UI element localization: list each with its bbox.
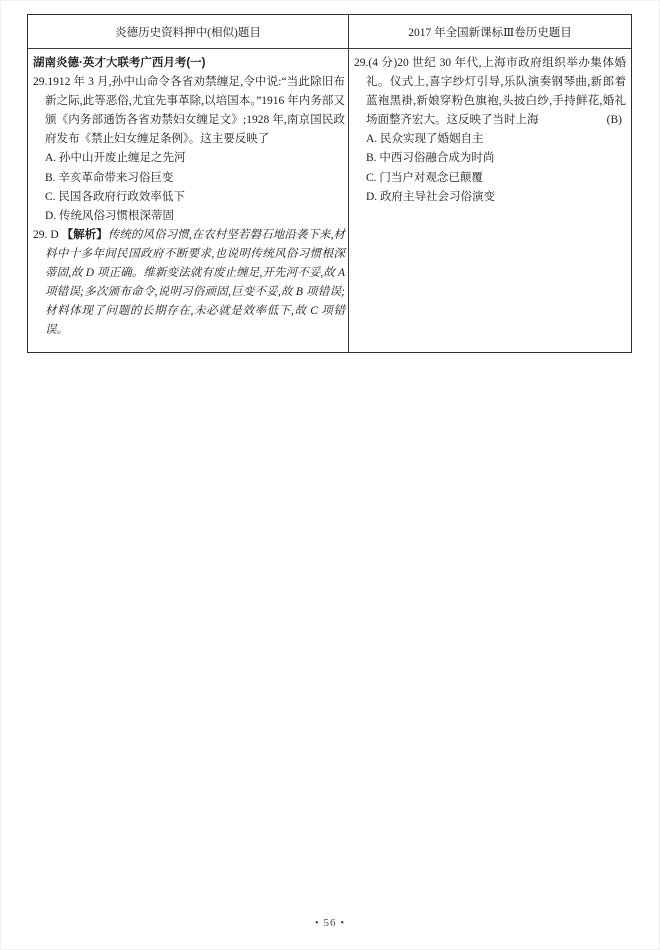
answer-analysis	[33, 226, 345, 341]
option-d-left: D. 传统风俗习惯根深蒂固	[45, 209, 175, 222]
option-c-right: C. 门当户对观念已颠覆	[366, 171, 483, 184]
answer-number: 29. D	[33, 228, 62, 241]
question-number: 29.(4 分)	[354, 57, 398, 69]
option-d-right: D. 政府主导社会习俗演变	[366, 190, 496, 203]
question-text: 1912 年 3 月,孙中山命令各省劝禁缠足,令中说:“当此除旧布新之际,此等恶俗,尤宜先事革除,以培国本。”1916 年内务部又颁《内务部通饬各省劝禁妇女缠足文》;1928 年,南京国民政府发布《禁止妇女缠足条例》。这主要反映了	[45, 76, 345, 146]
answer-mark: (B)	[606, 114, 622, 127]
question-text: 20 世纪 30 年代,上海市政府组织举办集体婚礼。仪式上,喜字纱灯引导,乐队演奏钢琴曲,新郎着蓝袍黑褂,新娘穿粉色旗袍,头披白纱,手持鲜花,婚礼场面整齐宏大。这反映了当时上海	[366, 57, 626, 127]
option-b-right: B. 中西习俗融合成为时尚	[366, 152, 495, 165]
question-29-right	[354, 54, 628, 130]
question-29-left	[33, 73, 345, 149]
comparison-table	[27, 14, 632, 353]
option-a-right: A. 民众实现了婚姻自主	[366, 133, 484, 146]
option-b-left: B. 辛亥革命带来习俗巨变	[45, 171, 174, 184]
question-number: 29.	[33, 76, 48, 89]
option-c-left: C. 民国各政府行政效率低下	[45, 190, 185, 203]
analysis-text: 传统的风俗习惯,在农村坚若磐石地沿袭下来,材料中十多年间民国政府不断要求,也说明传统风俗习惯根深蒂固,故 D 项正确。维新变法就有废止缠足,开先河不妥,故 A 项错误;多次颁布命令,说明习俗顽固,巨变不妥,故 B 项错误;材料体现了问题的长期存在,未必就是效率低下,故 C 项错误。	[45, 228, 346, 337]
table-header-left: 炎德历史资料押中(相似)题目	[28, 15, 349, 49]
option-a-left: A. 孙中山开废止缠足之先河	[45, 152, 186, 165]
table-header-right: 2017 年全国新课标Ⅲ卷历史题目	[349, 15, 631, 49]
table-cell-similar-question	[28, 49, 349, 352]
analysis-label: 【解析】	[61, 228, 108, 241]
source-exam-title: 湖南炎德·英才大联考广西月考(一)	[33, 57, 206, 69]
page-number: • 56 •	[314, 917, 346, 929]
table-cell-official-question	[349, 49, 631, 352]
